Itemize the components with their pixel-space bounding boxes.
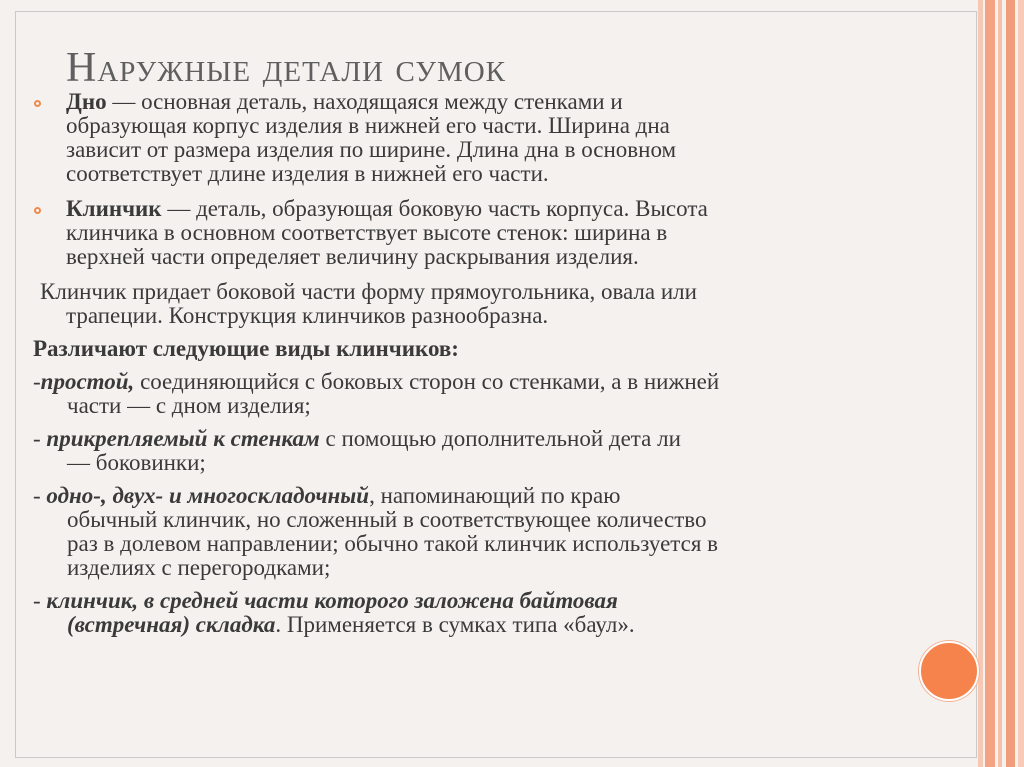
dash-prefix: - [33,483,47,508]
dno-line: соответствует длине изделия в нижней его части. [66,161,549,186]
decor-circle [919,641,979,701]
kind-line: изделиях с перегородками; [67,555,331,580]
kind-line: соединяющийся с боковых сторон со стенками, а в нижней [134,369,720,394]
kind-term: (встречная) складка [67,612,276,637]
bullet-icon [34,100,41,107]
bullet-dno [33,90,993,186]
term-klinchik: Клинчик [66,196,162,221]
kind-line: с помощью дополнительной дета ли [319,426,681,451]
kinds-heading: Различают следующие виды клинчиков: [33,336,459,361]
klinchik-line: — деталь, образующая боковую часть корпуса. Высота [161,196,708,221]
note-line: трапеции. Конструкция клинчиков разнообразна. [66,303,549,328]
slide-body [33,90,993,637]
kind-item [33,427,993,475]
kind-item [33,370,993,418]
dno-line: образующая корпус изделия в нижней его части. Ширина дна [66,113,670,138]
decor-stripe [1018,0,1024,767]
kind-line: раз в долевом направлении; обычно такой клинчик используется в [67,531,719,556]
kind-term: прикрепляемый к стенкам [46,426,320,451]
kind-line: . Применяется в сумках типа «баул». [275,612,635,637]
klinchik-line: клинчика в основном соответствует высоте стенок: ширина в [66,220,668,245]
bullet-icon [34,207,41,214]
note-line: Клинчик придает боковой части форму прямоугольника, овала или [40,279,697,304]
note-paragraph [33,280,993,328]
decor-stripe [998,0,1002,767]
kind-line: — боковинки; [67,450,206,475]
dno-line: зависит от размера изделия по ширине. Длина дна в основном [66,137,677,162]
decor-stripe [1006,0,1015,767]
kind-line: обычный клинчик, но сложенный в соответствующее количество [67,507,707,532]
term-dno: Дно [66,89,107,114]
dno-line: — основная деталь, находящаяся между стенками и [106,89,623,114]
slide-title: Наружные детали сумок [66,45,507,91]
bullet-klinchik [33,197,993,269]
kind-term: одно-, двух- и многоскладочный [46,483,370,508]
kind-item [33,589,993,637]
dash-prefix: - [33,588,47,613]
dash-prefix: - [33,369,41,394]
kind-term: простой, [40,369,135,394]
kind-line: части — с дном изделия; [67,393,311,418]
kind-item [33,484,993,580]
kind-line: , напоминающий по краю [369,483,621,508]
klinchik-line: верхней части определяет величину раскрывания изделия. [66,244,639,269]
kind-term: клинчик, в средней части которого заложена байтовая [46,588,618,613]
dash-prefix: - [33,426,47,451]
